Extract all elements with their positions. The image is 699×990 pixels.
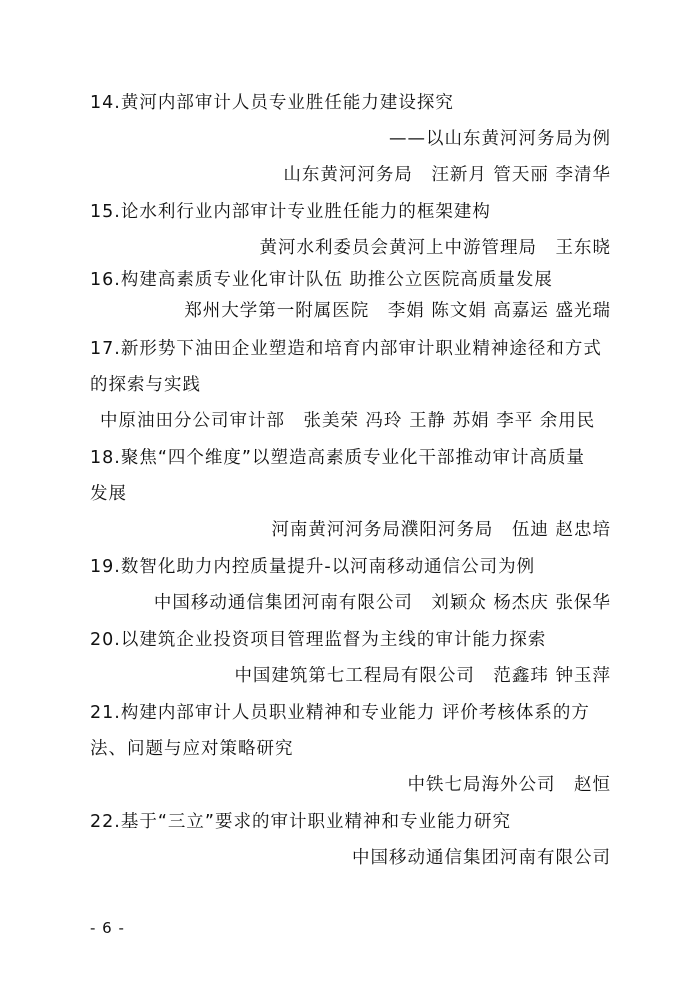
entry-18-title-line2: 发展 xyxy=(90,484,127,504)
entry-14-title: 14.黄河内部审计人员专业胜任能力建设探究 xyxy=(90,93,454,113)
entry-21-authors: 中铁七局海外公司 赵恒 xyxy=(407,775,611,795)
entry-18-title-line1: 18.聚焦“四个维度”以塑造高素质专业化干部推动审计高质量 xyxy=(90,448,585,468)
entry-15-title: 15.论水利行业内部审计专业胜任能力的框架建构 xyxy=(90,202,491,222)
page-number: - 6 - xyxy=(90,919,125,937)
entry-22-authors: 中国移动通信集团河南有限公司 xyxy=(352,848,611,868)
entry-21-title-line1: 21.构建内部审计人员职业精神和专业能力 评价考核体系的方 xyxy=(90,703,590,723)
entry-17-title-line2: 的探索与实践 xyxy=(90,375,201,395)
entry-18-authors: 河南黄河河务局濮阳河务局 伍迪 赵忠培 xyxy=(271,520,611,540)
entry-20-title: 20.以建筑企业投资项目管理监督为主线的审计能力探索 xyxy=(90,630,547,650)
entry-19-authors: 中国移动通信集团河南有限公司 刘颖众 杨杰庆 张保华 xyxy=(153,593,611,613)
entry-16-authors: 郑州大学第一附属医院 李娟 陈文娟 高嘉运 盛光瑞 xyxy=(184,301,611,321)
entry-22-title: 22.基于“三立”要求的审计职业精神和专业能力研究 xyxy=(90,812,511,832)
entry-19-title: 19.数智化助力内控质量提升-以河南移动通信公司为例 xyxy=(90,557,536,577)
entry-20-authors: 中国建筑第七工程局有限公司 范鑫玮 钟玉萍 xyxy=(234,666,611,686)
entry-16-title: 16.构建高素质专业化审计队伍 助推公立医院高质量发展 xyxy=(90,270,553,290)
entry-17-authors: 中原油田分公司审计部 张美荣 冯玲 王静 苏娟 李平 余用民 xyxy=(100,411,596,431)
entry-14-subtitle: ——以山东黄河河务局为例 xyxy=(389,129,611,149)
entry-21-title-line2: 法、问题与应对策略研究 xyxy=(90,739,294,759)
entry-14-authors: 山东黄河河务局 汪新月 管天丽 李清华 xyxy=(283,165,611,185)
entry-15-authors: 黄河水利委员会黄河上中游管理局 王东晓 xyxy=(259,238,611,258)
entry-17-title-line1: 17.新形势下油田企业塑造和培育内部审计职业精神途径和方式 xyxy=(90,339,602,359)
